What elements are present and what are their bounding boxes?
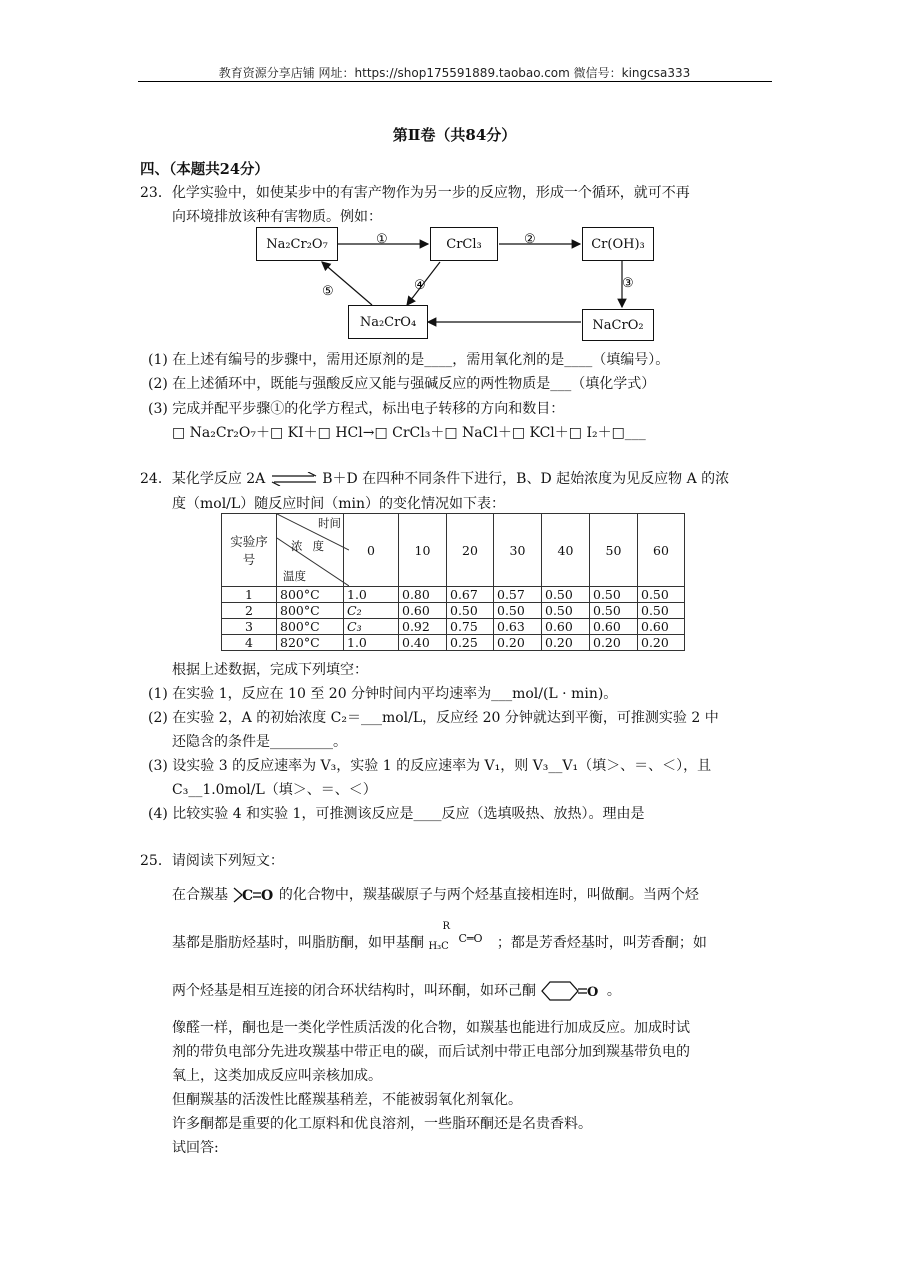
svg-text:O: O: [587, 985, 599, 1000]
node-nacro2-label: NaCrO₂: [592, 317, 644, 333]
time-header: 0: [344, 514, 399, 587]
cell: 0.92: [399, 619, 447, 635]
time-header: 40: [542, 514, 590, 587]
q24-part4: (4) 比较实验 4 和实验 1，可推测该反应是____反应（选填吸热、放热）。理由是: [148, 806, 645, 822]
time-header: 60: [638, 514, 685, 587]
cell: 800°C: [277, 587, 344, 603]
concentration-table: [221, 513, 685, 651]
cell: 800°C: [277, 619, 344, 635]
cell: 0.60: [399, 603, 447, 619]
node-na2cr2o7-label: Na₂Cr₂O₇: [266, 236, 328, 252]
q25-para1: [172, 884, 699, 904]
cell: 0.50: [638, 603, 685, 619]
header-temp-label: 温度: [283, 569, 306, 583]
q25-para3-a: 两个烃基是相互连接的闭合环状结构时，叫环酮，如环己酮: [172, 983, 536, 999]
q24-intro-line1: [140, 468, 729, 488]
node-crcl3-label: CrCl₃: [446, 236, 482, 252]
q25-para4-line2: 剂的带负电部分先进攻羰基中带正电的碳，而后试剂中带正电部分加到羰基带负电的: [172, 1044, 690, 1060]
node-crcl3: [430, 227, 498, 261]
time-header: 50: [590, 514, 638, 587]
step3-label: ③: [622, 276, 634, 291]
struct-r-label: R: [442, 921, 450, 932]
cell: 0.60: [638, 619, 685, 635]
page-header: 教育资源分享店铺 网址：https://shop175591889.taobao.com 微信号：kingcsa333: [218, 66, 691, 80]
table-row: [222, 587, 685, 603]
q24-part3-line1: (3) 设实验 3 的反应速率为 V₃，实验 1 的反应速率为 V₁，则 V₃__V₁（填＞、＝、＜），且: [148, 758, 712, 774]
cell: 4: [222, 635, 277, 651]
cell: 0.50: [542, 587, 590, 603]
cell: 0.50: [494, 603, 542, 619]
cell: 1: [222, 587, 277, 603]
cell: C₂: [344, 603, 399, 619]
cell: 0.20: [542, 635, 590, 651]
cell: 0.50: [447, 603, 494, 619]
cell: 0.20: [638, 635, 685, 651]
q25-para3-b: 。: [606, 983, 621, 999]
q23-equation: □ Na₂Cr₂O₇＋□ KI＋□ HCl→□ CrCl₃＋□ NaCl＋□ KCl＋□ I₂＋□___: [172, 425, 646, 441]
node-nacro2: [582, 309, 654, 341]
cell: 0.75: [447, 619, 494, 635]
q25-para1-b: 的化合物中，羰基碳原子与两个烃基直接相连时，叫做酮。当两个烃: [278, 887, 699, 903]
time-header: 10: [399, 514, 447, 587]
q25-para2-a: 基都是脂肪烃基时，叫脂肪酮，如甲基酮: [172, 935, 424, 951]
step2-label: ②: [524, 232, 536, 247]
header-cell-exp: [222, 514, 277, 587]
time-header: 30: [494, 514, 542, 587]
node-na2cro4: [348, 305, 428, 339]
q24-part3-line2: C₃__1.0mol/L（填＞、＝、＜）: [172, 782, 377, 798]
table-row: [222, 603, 685, 619]
header-rule: [138, 81, 772, 82]
cell: 1.0: [344, 635, 399, 651]
node-croh3-label: Cr(OH)₃: [591, 236, 645, 252]
step5-label: ⑤: [322, 284, 334, 299]
q25-para4-line3: 氧上，这类加成反应叫亲核加成。: [172, 1068, 382, 1084]
svg-text:C: C: [242, 888, 254, 904]
node-na2cr2o7: [256, 227, 338, 261]
cell: 800°C: [277, 603, 344, 619]
header-conc-label: 浓度: [291, 539, 334, 553]
cell: 0.63: [494, 619, 542, 635]
cell: 0.20: [590, 635, 638, 651]
cell: 0.50: [542, 603, 590, 619]
cell: 0.60: [542, 619, 590, 635]
q23-part1: (1) 在上述有编号的步骤中，需用还原剂的是____，需用氧化剂的是____（填编号）。: [148, 352, 670, 368]
q25-para6: 许多酮都是重要的化工原料和优良溶剂，一些脂环酮还是名贵香料。: [172, 1116, 592, 1132]
q23-part2: (2) 在上述循环中，既能与强酸反应又能与强碱反应的两性物质是___（填化学式）: [148, 376, 656, 392]
cyclohexanone-icon: [540, 980, 602, 1002]
struct-h3c-label: H₃C: [428, 941, 449, 952]
header-exp-label: 实验序号: [230, 534, 268, 567]
q25-para5: 但酮羰基的活泼性比醛羰基稍差，不能被弱氧化剂氧化。: [172, 1092, 522, 1108]
methyl-ketone-structure: [428, 921, 492, 953]
q25-para3: [172, 980, 621, 1002]
struct-co-label: C═O: [458, 932, 483, 945]
header-cell-diagonal: [277, 514, 344, 587]
cell: 0.40: [399, 635, 447, 651]
q25-para7: 试回答:: [172, 1140, 219, 1156]
q25-para2: [172, 921, 707, 953]
time-header: 20: [447, 514, 494, 587]
cell: 0.20: [494, 635, 542, 651]
carbonyl-group-icon: [232, 886, 274, 904]
cell: 820°C: [277, 635, 344, 651]
node-croh3: [582, 227, 654, 261]
step4-label: ④: [414, 278, 426, 293]
node-na2cro4-label: Na₂CrO₄: [359, 314, 417, 330]
table-row: [222, 619, 685, 635]
cell: 2: [222, 603, 277, 619]
q24-part2-line1: (2) 在实验 2，A 的初始浓度 C₂＝___mol/L，反应经 20 分钟就达到平衡，可推测实验 2 中: [148, 710, 719, 726]
q25-title: 25．请阅读下列短文：: [140, 853, 284, 869]
table-header-row: [222, 514, 685, 587]
reaction-cycle-diagram: [250, 225, 660, 341]
q23-part3: (3) 完成并配平步骤①的化学方程式，标出电子转移的方向和数目：: [148, 401, 565, 417]
section-heading: 四、（本题共24分）: [140, 161, 269, 178]
q24-intro-b: B＋D 在四种不同条件下进行，B、D 起始浓度为见反应物 A 的浓: [322, 471, 730, 487]
cell: 0.25: [447, 635, 494, 651]
q25-para2-b: ；都是芳香烃基时，叫芳香酮；如: [496, 935, 707, 951]
cell: 0.57: [494, 587, 542, 603]
q24-after-table: 根据上述数据，完成下列填空：: [172, 662, 368, 678]
cell: 3: [222, 619, 277, 635]
q23-intro-line1: 23．化学实验中，如使某步中的有害产物作为另一步的反应物，形成一个循环，就可不再: [140, 185, 690, 201]
cell: 0.60: [590, 619, 638, 635]
cell: 0.50: [590, 587, 638, 603]
q24-intro-line2: 度（mol/L）随反应时间（min）的变化情况如下表：: [172, 496, 505, 512]
q24-part2-line2: 还隐含的条件是_________。: [172, 734, 347, 750]
q25-para1-a: 在合羰基: [172, 887, 228, 903]
table-row: [222, 635, 685, 651]
header-time-label: 时间: [318, 516, 341, 530]
cell: 0.80: [399, 587, 447, 603]
volume-title: 第Ⅱ卷（共84分）: [392, 126, 517, 144]
q23-intro-line2: 向环境排放该种有害物质。例如：: [172, 209, 382, 225]
cell: 0.50: [638, 587, 685, 603]
svg-text:O: O: [261, 888, 274, 904]
cell: 0.67: [447, 587, 494, 603]
equilibrium-arrow-icon: [270, 472, 318, 486]
cell: 1.0: [344, 587, 399, 603]
q24-intro-a: 24．某化学反应 2A: [140, 471, 266, 487]
q25-para4-line1: 像醛一样，酮也是一类化学性质活泼的化合物，如羰基也能进行加成反应。加成时试: [172, 1020, 690, 1036]
cell: 0.50: [590, 603, 638, 619]
step1-label: ①: [376, 232, 388, 247]
q24-part1: (1) 在实验 1，反应在 10 至 20 分钟时间内平均速率为___mol/(L · min)。: [148, 686, 618, 702]
cell: C₃: [344, 619, 399, 635]
